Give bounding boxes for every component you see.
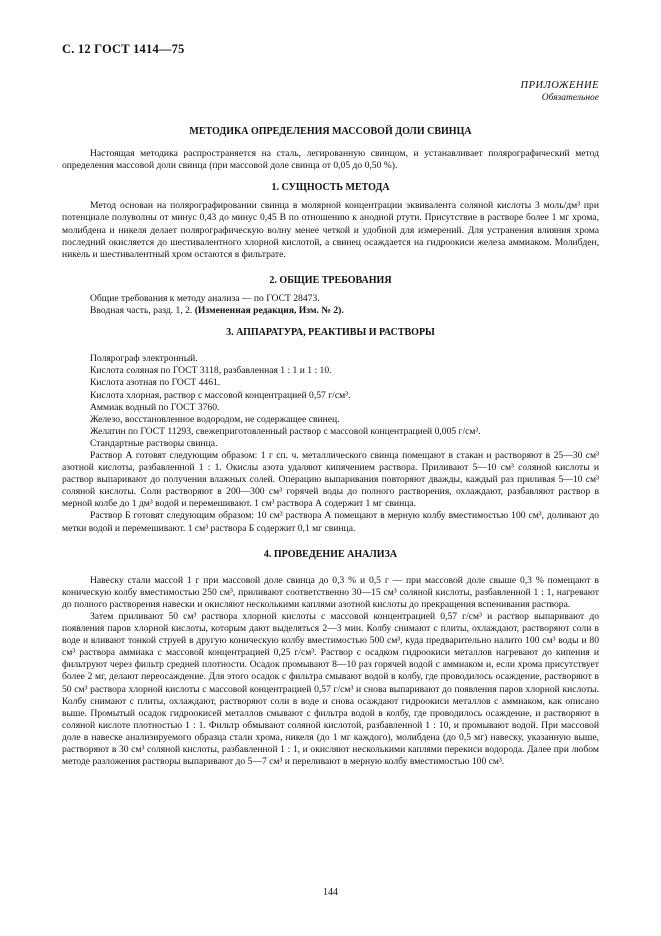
reagent-item: Желатин по ГОСТ 11293, свежеприготовленный раствор с массовой концентрацией 0,005 г/см³. <box>90 425 481 437</box>
reagent-item: Стандартные растворы свинца. <box>90 437 218 449</box>
section-4-heading: 4. ПРОВЕДЕНИЕ АНАЛИЗА <box>263 548 398 560</box>
page-number: 144 <box>323 887 338 898</box>
reagent-item: Кислота соляная по ГОСТ 3118, разбавленная 1 : 1 и 1 : 10. <box>90 365 332 377</box>
section-3-heading: 3. АППАРАТУРА, РЕАКТИВЫ И РАСТВОРЫ <box>226 327 435 339</box>
section-1-text: Метод основан на полярографировании свинца в молярной концентрации эквивалента соляной кислоты 3 моль/дм³ при потенциале полуволны от минус 0,43 до минус 0,45 В по отношению к анодной ртути. Присутствие в растворе более 1 мг хрома, молибдена и никеля делает полярографическую волну менее четкой и удобной для измерений. Для устранения влияния хрома последний окисляется до шестивалентного хлорной кислотой, а свинец осаждается на гидроокиси железа аммиаком. Молибден, никель и шестивалентный хром остаются в фильтрате. <box>62 200 599 260</box>
running-header: С. 12 ГОСТ 1414—75 <box>62 42 185 56</box>
solution-b-paragraph: Раствор Б готовят следующим образом: 10 см³ раствора А помещают в мерную колбу вместимостью 100 см³, доливают до метки водой и перемешивают. 1 см³ раствора Б содержит 0,1 мг свинца. <box>62 510 599 534</box>
section-2-heading: 2. ОБЩИЕ ТРЕБОВАНИЯ <box>269 274 392 286</box>
reagent-item: Аммиак водный по ГОСТ 3760. <box>90 401 220 413</box>
section-2-line-1: Общие требования к методу анализа — по ГОСТ 28473. <box>90 292 320 304</box>
appendix-title: ПРИЛОЖЕНИЕ <box>520 80 599 91</box>
appendix-subtitle: Обязательное <box>541 93 599 103</box>
section-4-paragraph-1: Навеску стали массой 1 г при массовой доле свинца до 0,3 % и 0,5 г — при массовой доле свыше 0,3 % помещают в коническую колбу вместимостью 250 см³, приливают соответственно 30—15 см³ соляной кислоты, разбавленной 1 : 1, нагревают до полного растворения навески и окисляют несколькими каплями азотной кислоты до прекращения вспенивания раствора. <box>62 574 599 610</box>
solution-a-paragraph: Раствор А готовят следующим образом: 1 г сп. ч. металлического свинца помещают в стакан и растворяют в 25—30 см³ азотной кислоты, разбавленной 1 : 1. Окислы азота удаляют кипячением раствора. Приливают 5—10 см³ соляной кислоты и раствор выпаривают до получения влажных солей. Операцию выпаривания повторяют дважды, каждый раз приливая 5—10 см³ соляной кислоты. Соли растворяют в 200—300 см³ горячей воды до полного растворения, охлаждают, разбавляют раствор в мерной колбе до 1 дм³ водой и перемешивают. 1 см³ раствора А содержит 1 мг свинца. <box>62 449 599 510</box>
appendix-label <box>521 80 600 104</box>
document-title: МЕТОДИКА ОПРЕДЕЛЕНИЯ МАССОВОЙ ДОЛИ СВИНЦА <box>189 126 472 137</box>
body-text <box>62 126 599 768</box>
amendment-note: (Измененная редакция, Изм. № 2). <box>194 305 344 317</box>
reagent-item: Железо, восстановленное водородом, не содержащее свинец. <box>90 413 340 425</box>
intro-paragraph: Настоящая методика распространяется на сталь, легированную свинцом, и устанавливает полярографический метод определения массовой доли свинца (при массовой доле свинца от 0,05 до 0,50 %). <box>62 148 599 172</box>
reagent-item: Полярограф электронный. <box>90 353 198 365</box>
section-2-line-2 <box>62 305 599 317</box>
reagent-item: Кислота хлорная, раствор с массовой концентрацией 0,57 г/см³. <box>90 389 351 401</box>
section-2-line-2-text: Вводная часть, разд. 1, 2. <box>90 305 195 317</box>
section-1-heading: 1. СУЩНОСТЬ МЕТОДА <box>271 182 390 194</box>
reagent-item: Кислота азотная по ГОСТ 4461. <box>90 377 221 389</box>
section-4-paragraph-2: Затем приливают 50 см³ раствора хлорной кислоты с массовой концентрацией 0,57 г/см³ и раствор выпаривают до появления паров хлорной кислоты, которым дают выделяться 2—3 мин. Колбу снимают с плиты, охлаждают, растворяют соли в воде и вливают тонкой струей в другую коническую колбу вместимостью 500 см³, куда предварительно налито 100 см³ воды и 80 см³ раствора аммиака с массовой концентрацией 0,25 г/см³. Раствор с осадком гидроокиси металлов нагревают до кипения и фильтруют через фильтр средней плотности. Осадок промывают 8—10 раз горячей водой с аммиаком и, если хрома присутствует более 2 мг, делают переосаждение. Для этого осадок с фильтра смывают водой в колбу, где проводилось осаждение, растворяют в 50 см³ раствора хлорной кислоты с массовой концентрацией 0,57 г/см³ и снова выпаривают до появления паров хлорной кислоты. Колбу снимают с плиты, охлаждают, растворяют соли в воде и снова осаждают гидроокиси металлов с аммиаком, как описано выше. Промытый осадок гидроокисей металлов смывают с фильтра водой в колбу, где проводилось осаждение, и растворяют в соляной кислоте плотностью 1 : 1. Фильтр обмывают соляной кислотой, разбавленной 1 : 10, и промывают водой. При массовой доле в навеске анализируемого образца стали хрома, никеля (до 1 мг каждого), молибдена (до 0,5 мг) навеску, указанную выше, растворяют в 30 см³ соляной кислоты, разбавленной 1 : 1, и окисляют несколькими каплями перекиси водорода. Далее при любом методе разложения растворы выпаривают до 5—7 см³ и переливают в мерную колбу вместимостью 100 см³. <box>62 611 599 768</box>
